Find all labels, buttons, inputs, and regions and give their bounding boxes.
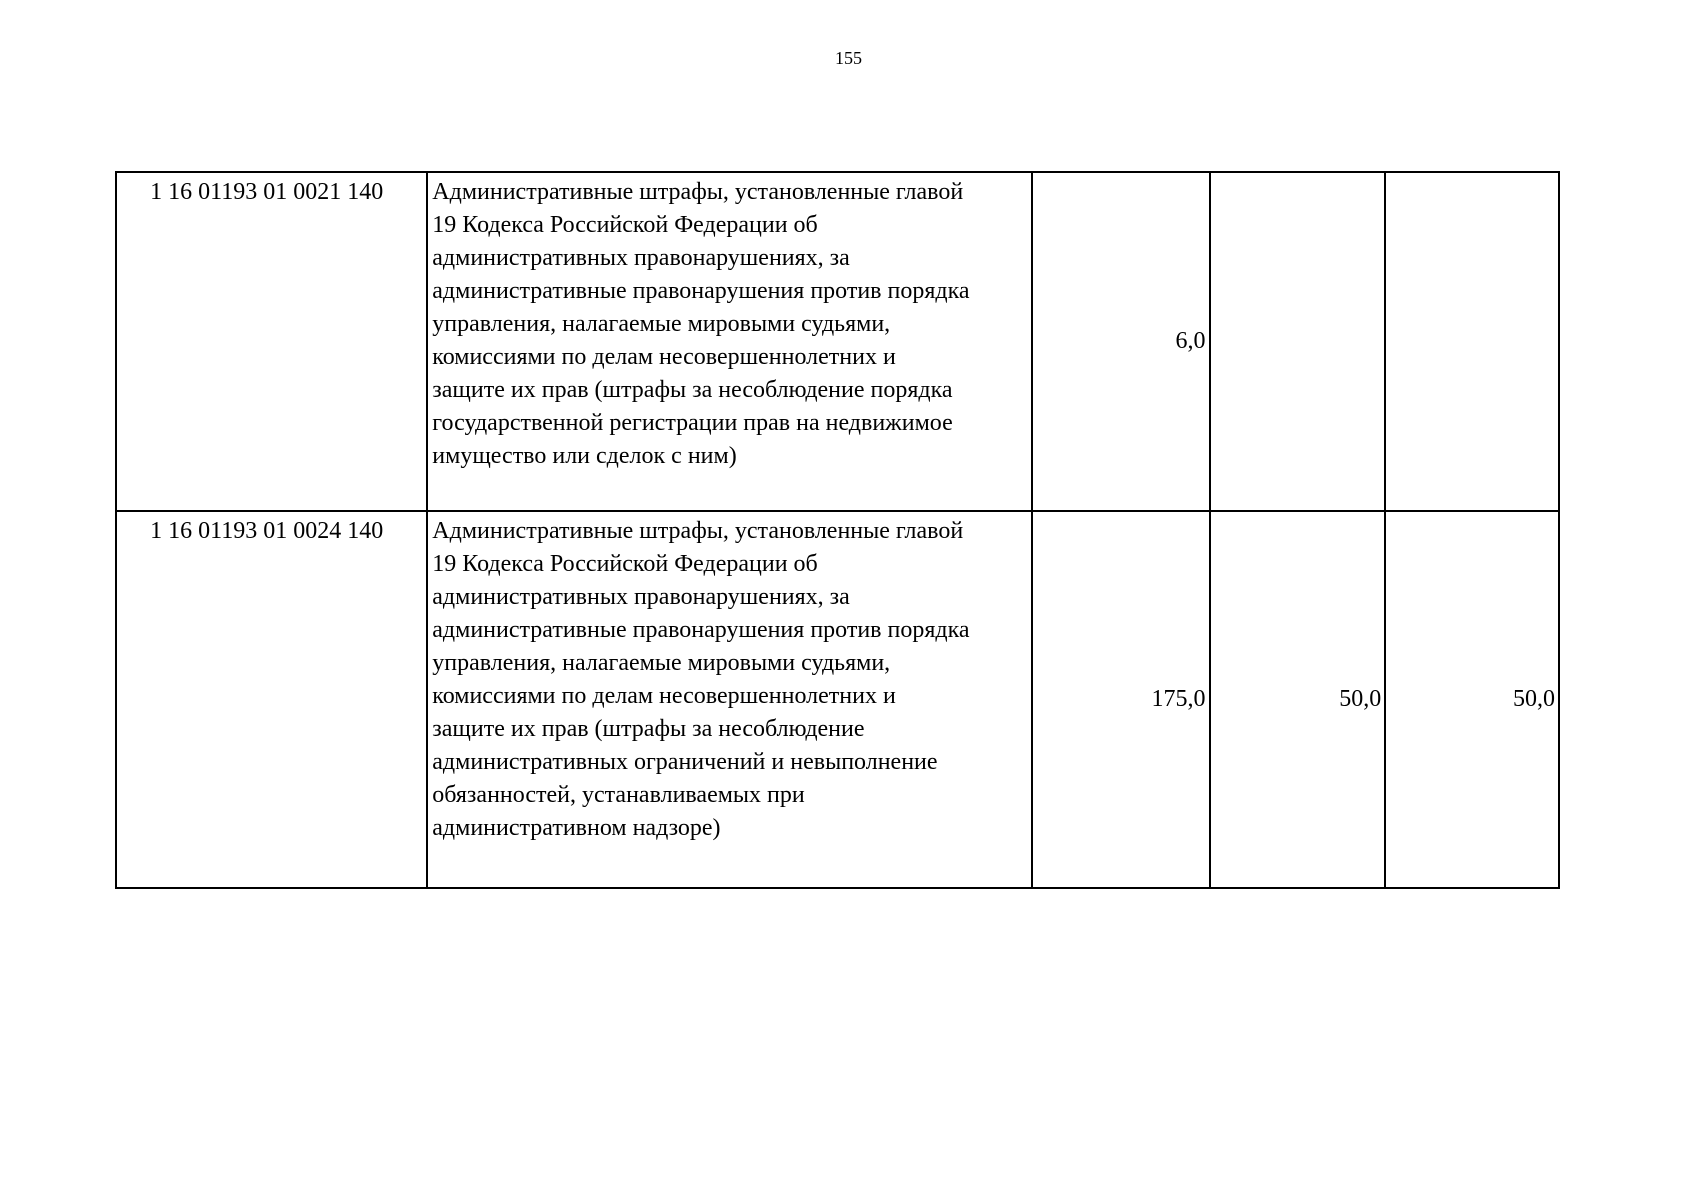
budget-table <box>115 171 1560 889</box>
page-number: 155 <box>835 48 862 68</box>
description-line: административных ограничений и невыполнение <box>432 749 938 775</box>
description-line: защите их прав (штрафы за несоблюдение порядка <box>432 377 953 403</box>
budget-code-cell: 1 16 01193 01 0021 140 <box>116 172 427 511</box>
amount-cell-2 <box>1210 172 1386 511</box>
description-line: Административные штрафы, установленные главой <box>432 518 964 544</box>
description-line: государственной регистрации прав на недвижимое <box>432 410 953 436</box>
description-line: административные правонарушения против порядка <box>432 278 970 304</box>
amount-cell-1: 175,0 <box>1032 511 1210 888</box>
description-line: имущество или сделок с ним) <box>432 443 737 469</box>
amount-cell-1: 6,0 <box>1032 172 1210 511</box>
description-line: 19 Кодекса Российской Федерации об <box>432 212 818 238</box>
description-line: управления, налагаемые мировыми судьями, <box>432 650 891 676</box>
description-cell <box>427 511 1032 888</box>
amount-cell-2: 50,0 <box>1210 511 1386 888</box>
description-line: Административные штрафы, установленные главой <box>432 179 964 205</box>
description-line: административных правонарушениях, за <box>432 584 850 610</box>
description-line: обязанностей, устанавливаемых при <box>432 782 805 808</box>
description-line: комиссиями по делам несовершеннолетних и <box>432 344 896 370</box>
description-line: административном надзоре) <box>432 815 721 841</box>
description-cell <box>427 172 1032 511</box>
description-line: административных правонарушениях, за <box>432 245 850 271</box>
amount-cell-3: 50,0 <box>1385 511 1559 888</box>
description-line: комиссиями по делам несовершеннолетних и <box>432 683 896 709</box>
budget-code-cell: 1 16 01193 01 0024 140 <box>116 511 427 888</box>
description-line: защите их прав (штрафы за несоблюдение <box>432 716 865 742</box>
description-line: 19 Кодекса Российской Федерации об <box>432 551 818 577</box>
amount-cell-3 <box>1385 172 1559 511</box>
table-row <box>116 511 1559 888</box>
description-line: управления, налагаемые мировыми судьями, <box>432 311 891 337</box>
description-line: административные правонарушения против порядка <box>432 617 970 643</box>
table-row <box>116 172 1559 511</box>
